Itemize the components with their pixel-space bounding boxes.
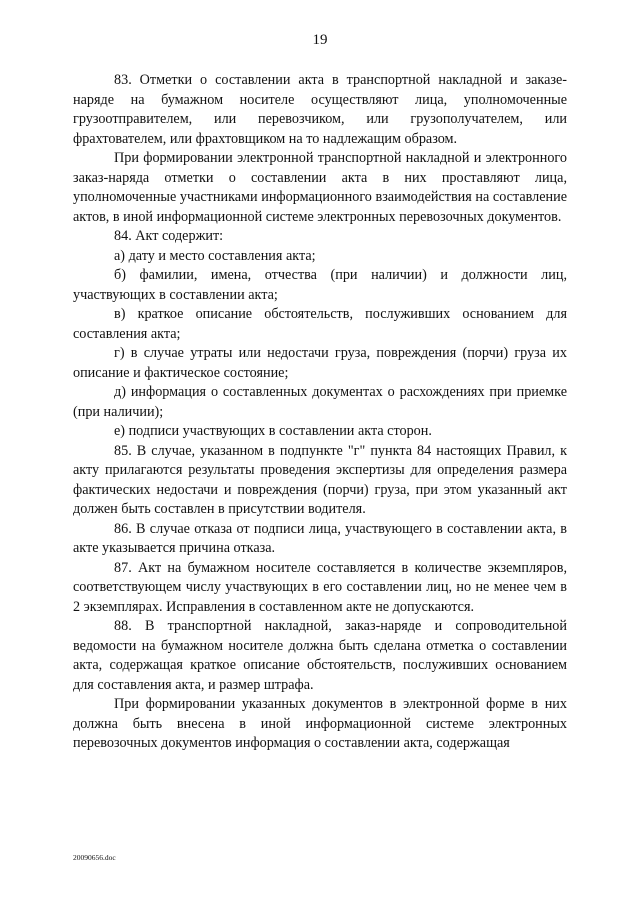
footer-filename: 20090656.doc	[73, 853, 116, 862]
paragraph-84-d: д) информация о составленных документах о расхождениях при приемке (при наличии);	[73, 384, 567, 420]
paragraph-84-b: б) фамилии, имена, отчества (при наличии) и должности лиц, участвующих в составлении акта;	[73, 267, 567, 303]
paragraph-83-electronic: При формировании электронной транспортной накладной и электронного заказ-наряда отметки о составлении акта в них проставляют лица, уполномоченные участниками информационного взаимодействия на составление актов, в иной информационной системе электронных перевозочных документов.	[73, 150, 567, 225]
paragraph-87: 87. Акт на бумажном носителе составляется в количестве экземпляров, соответствующем числу участвующих в его составлении лиц, но не менее чем в 2 экземплярах. Исправления в составленном акте не допускаются.	[73, 559, 567, 615]
paragraph-84: 84. Акт содержит:	[114, 228, 224, 244]
paragraph-84-v: в) краткое описание обстоятельств, послуживших основанием для составления акта;	[73, 306, 567, 342]
paragraph-84-e: е) подписи участвующих в составлении акта сторон.	[114, 423, 432, 439]
paragraph-84-a: а) дату и место составления акта;	[114, 247, 316, 264]
paragraph-88: 88. В транспортной накладной, заказ-наряде и сопроводительной ведомости на бумажном носителе должна быть сделана отметка о составлении акта, содержащая краткое описание обстоятельств, послуживших основанием для составления акта, и размер штрафа.	[73, 618, 567, 693]
paragraph-86: 86. В случае отказа от подписи лица, участвующего в составлении акта, в акте указывается причина отказа.	[73, 520, 567, 556]
paragraph-88-electronic: При формировании указанных документов в электронной форме в них должна быть внесена в иной информационной системе электронных перевозочных документов информация о составлении акта, содержащая	[73, 696, 567, 751]
paragraph-84-g: г) в случае утраты или недостачи груза, повреждения (порчи) груза их описание и фактическое состояние;	[73, 345, 567, 381]
paragraph-85: 85. В случае, указанном в подпункте "г" пункта 84 настоящих Правил, к акту прилагаются результаты проведения экспертизы для определения размера фактических недостачи и повреждения (порчи) груза, при этом указанный акт должен быть составлен в присутствии водителя.	[73, 442, 567, 517]
document-body	[73, 71, 567, 754]
paragraph-83: 83. Отметки о составлении акта в транспортной накладной и заказе-наряде на бумажном носителе осуществляют лица, уполномоченные грузоотправителем, или перевозчиком, или грузополучателем, или фрахтователем, или фрахтовщиком на то надлежащим образом.	[73, 72, 567, 147]
page-number: 19	[312, 32, 328, 48]
